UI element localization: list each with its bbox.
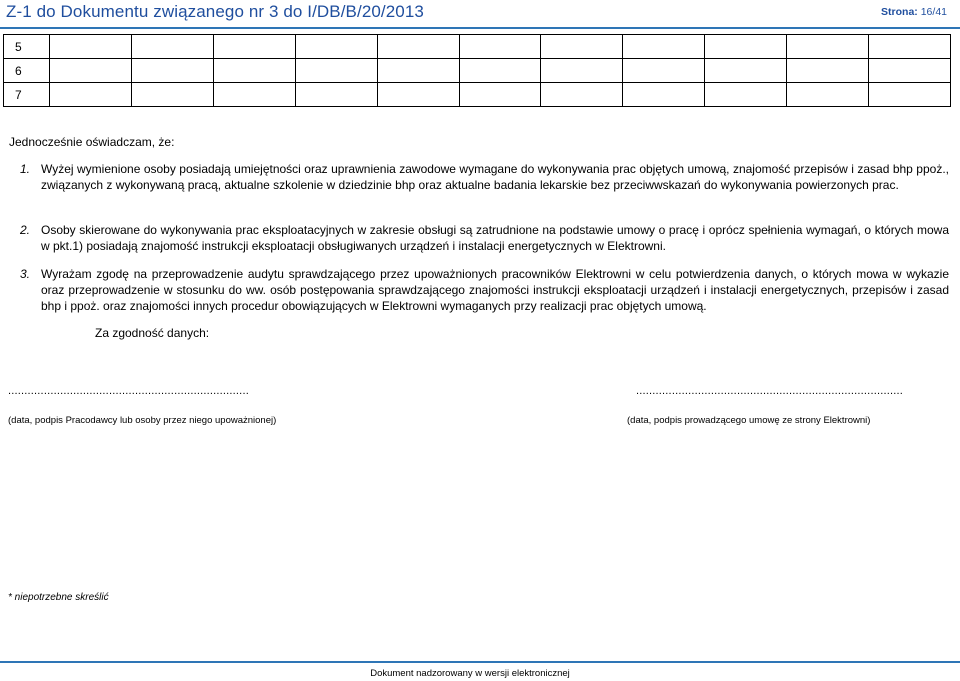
declaration-item-3 <box>9 266 949 314</box>
table-cell <box>787 59 869 83</box>
table-cell <box>869 59 951 83</box>
declaration-item-1 <box>9 161 949 193</box>
page-number: 16/41 <box>920 6 947 18</box>
table-cell <box>459 59 541 83</box>
table-cell <box>787 35 869 59</box>
document-title: Z-1 do Dokumentu związanego nr 3 do I/DB/B/20/2013 <box>6 2 424 21</box>
item-text: Osoby skierowane do wykonywania prac eksploatacyjnych w zakresie obsługi są zatrudnione na podstawie umowy o pracę i oprócz spełnienia wymagań, o których mowa w pkt.1) posiadają znajomość instrukcji eksploatacji obsługiwanych urządzeń i instalacji energetycznych w Elektrowni. <box>41 223 949 253</box>
declaration-intro: Jednocześnie oświadczam, że: <box>9 135 175 149</box>
table-cell <box>623 83 705 107</box>
table-cell <box>377 59 459 83</box>
row-number: 6 <box>4 59 50 83</box>
table-cell <box>377 83 459 107</box>
consent-label: Za zgodność danych: <box>95 326 210 340</box>
page-footer <box>0 661 960 681</box>
table-row <box>4 83 951 107</box>
item-text: Wyżej wymienione osoby posiadają umiejętności oraz uprawnienia zawodowe wymagane do wykonywania prac objętych umową, znajomość przepisów i zasad bhp ppoż., związanych z wykonywaną pracą, aktualne szkolenie w dziedzinie bhp oraz aktualne badania lekarskie bez przeciwwskazań do wykonywania powierzonych prac. <box>41 162 949 192</box>
table-cell <box>50 83 132 107</box>
table-cell <box>869 35 951 59</box>
table-cell <box>377 35 459 59</box>
left-signature-line: .......................................................................... <box>8 385 249 397</box>
page-label: Strona: <box>881 6 918 18</box>
right-signature-label: (data, podpis prowadzącego umowę ze strony Elektrowni) <box>627 415 871 426</box>
table-cell <box>705 35 787 59</box>
table-cell <box>869 83 951 107</box>
table-cell <box>705 59 787 83</box>
table-row <box>4 35 951 59</box>
item-number: 3. <box>20 267 31 281</box>
table-cell <box>705 83 787 107</box>
table-cell <box>541 83 623 107</box>
table-cell <box>623 59 705 83</box>
table-cell <box>131 59 213 83</box>
table-cell <box>295 35 377 59</box>
table-cell <box>295 59 377 83</box>
footnote: * niepotrzebne skreślić <box>8 592 109 603</box>
table-cell <box>295 83 377 107</box>
declaration-item-2 <box>9 222 949 254</box>
table-cell <box>541 35 623 59</box>
table-cell <box>50 35 132 59</box>
page-header <box>0 0 960 29</box>
table-cell <box>787 83 869 107</box>
table-cell <box>623 35 705 59</box>
table-cell <box>459 83 541 107</box>
right-signature-line: .................................................................................. <box>636 385 904 397</box>
table-cell <box>50 59 132 83</box>
item-text: Wyrażam zgodę na przeprowadzenie audytu sprawdzającego przez upoważnionych pracowników Elektrowni w celu potwierdzenia danych, o których mowa w wykazie oraz przeprowadzenie w stosunku do ww. osób postępowania sprawdzającego znajomości instrukcji eksploatacji urządzeń i instalacji energetycznych, przepisów i zasad bhp i ppoż. oraz znajomości innych procedur obowiązujących w Elektrowni wymaganych przy realizacji prac objętych umową. <box>41 267 949 313</box>
row-number: 5 <box>4 35 50 59</box>
item-number: 2. <box>20 223 31 237</box>
page-indicator <box>881 6 947 18</box>
table-cell <box>213 59 295 83</box>
row-number: 7 <box>4 83 50 107</box>
persons-table <box>3 34 951 107</box>
footer-text: Dokument nadzorowany w wersji elektronicznej <box>370 668 570 679</box>
table-cell <box>541 59 623 83</box>
left-signature-label: (data, podpis Pracodawcy lub osoby przez niego upoważnionej) <box>8 415 277 426</box>
table-cell <box>213 83 295 107</box>
table-cell <box>131 83 213 107</box>
table-cell <box>131 35 213 59</box>
table-row <box>4 59 951 83</box>
item-number: 1. <box>20 162 31 176</box>
table-cell <box>459 35 541 59</box>
table-cell <box>213 35 295 59</box>
